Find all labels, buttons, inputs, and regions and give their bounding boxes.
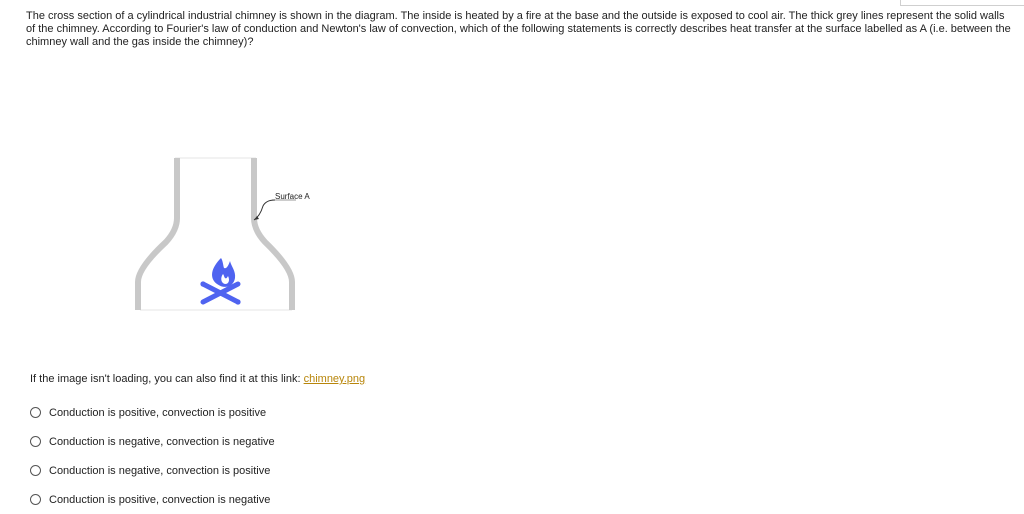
radio-button[interactable] xyxy=(30,407,41,418)
option-4[interactable] xyxy=(30,485,275,514)
option-2[interactable] xyxy=(30,427,275,456)
answer-options xyxy=(30,398,275,514)
chimney-left-wall xyxy=(138,158,177,310)
chimney-svg xyxy=(120,150,340,320)
radio-button[interactable] xyxy=(30,494,41,505)
option-label: Conduction is negative, convection is negative xyxy=(49,435,275,448)
chimney-diagram xyxy=(120,150,340,320)
fire-icon xyxy=(212,258,235,287)
option-3[interactable] xyxy=(30,456,275,485)
question-text: The cross section of a cylindrical industrial chimney is shown in the diagram. The inside is heated by a fire at the base and the outside is exposed to cool air. The thick grey lines represent the solid walls of the chimney. According to Fourier's law of conduction and Newton's law of convection, which of the following statements is correctly describes heat transfer at the surface labelled as A (i.e. between the chimney wall and the gas inside the chimney)? xyxy=(26,10,1011,48)
radio-button[interactable] xyxy=(30,436,41,447)
option-label: Conduction is negative, convection is positive xyxy=(49,464,271,477)
fallback-text: If the image isn't loading, you can also find it at this link: xyxy=(30,373,301,385)
radio-button[interactable] xyxy=(30,465,41,476)
chimney-right-wall xyxy=(254,158,292,310)
image-fallback-note xyxy=(30,372,365,386)
option-1[interactable] xyxy=(30,398,275,427)
option-label: Conduction is positive, convection is positive xyxy=(49,406,267,419)
chimney-image-link[interactable]: chimney.png xyxy=(303,373,366,385)
option-label: Conduction is positive, convection is negative xyxy=(49,493,271,506)
top-right-frame-edge xyxy=(900,0,1024,6)
surface-a-label: Surface A xyxy=(275,192,310,201)
